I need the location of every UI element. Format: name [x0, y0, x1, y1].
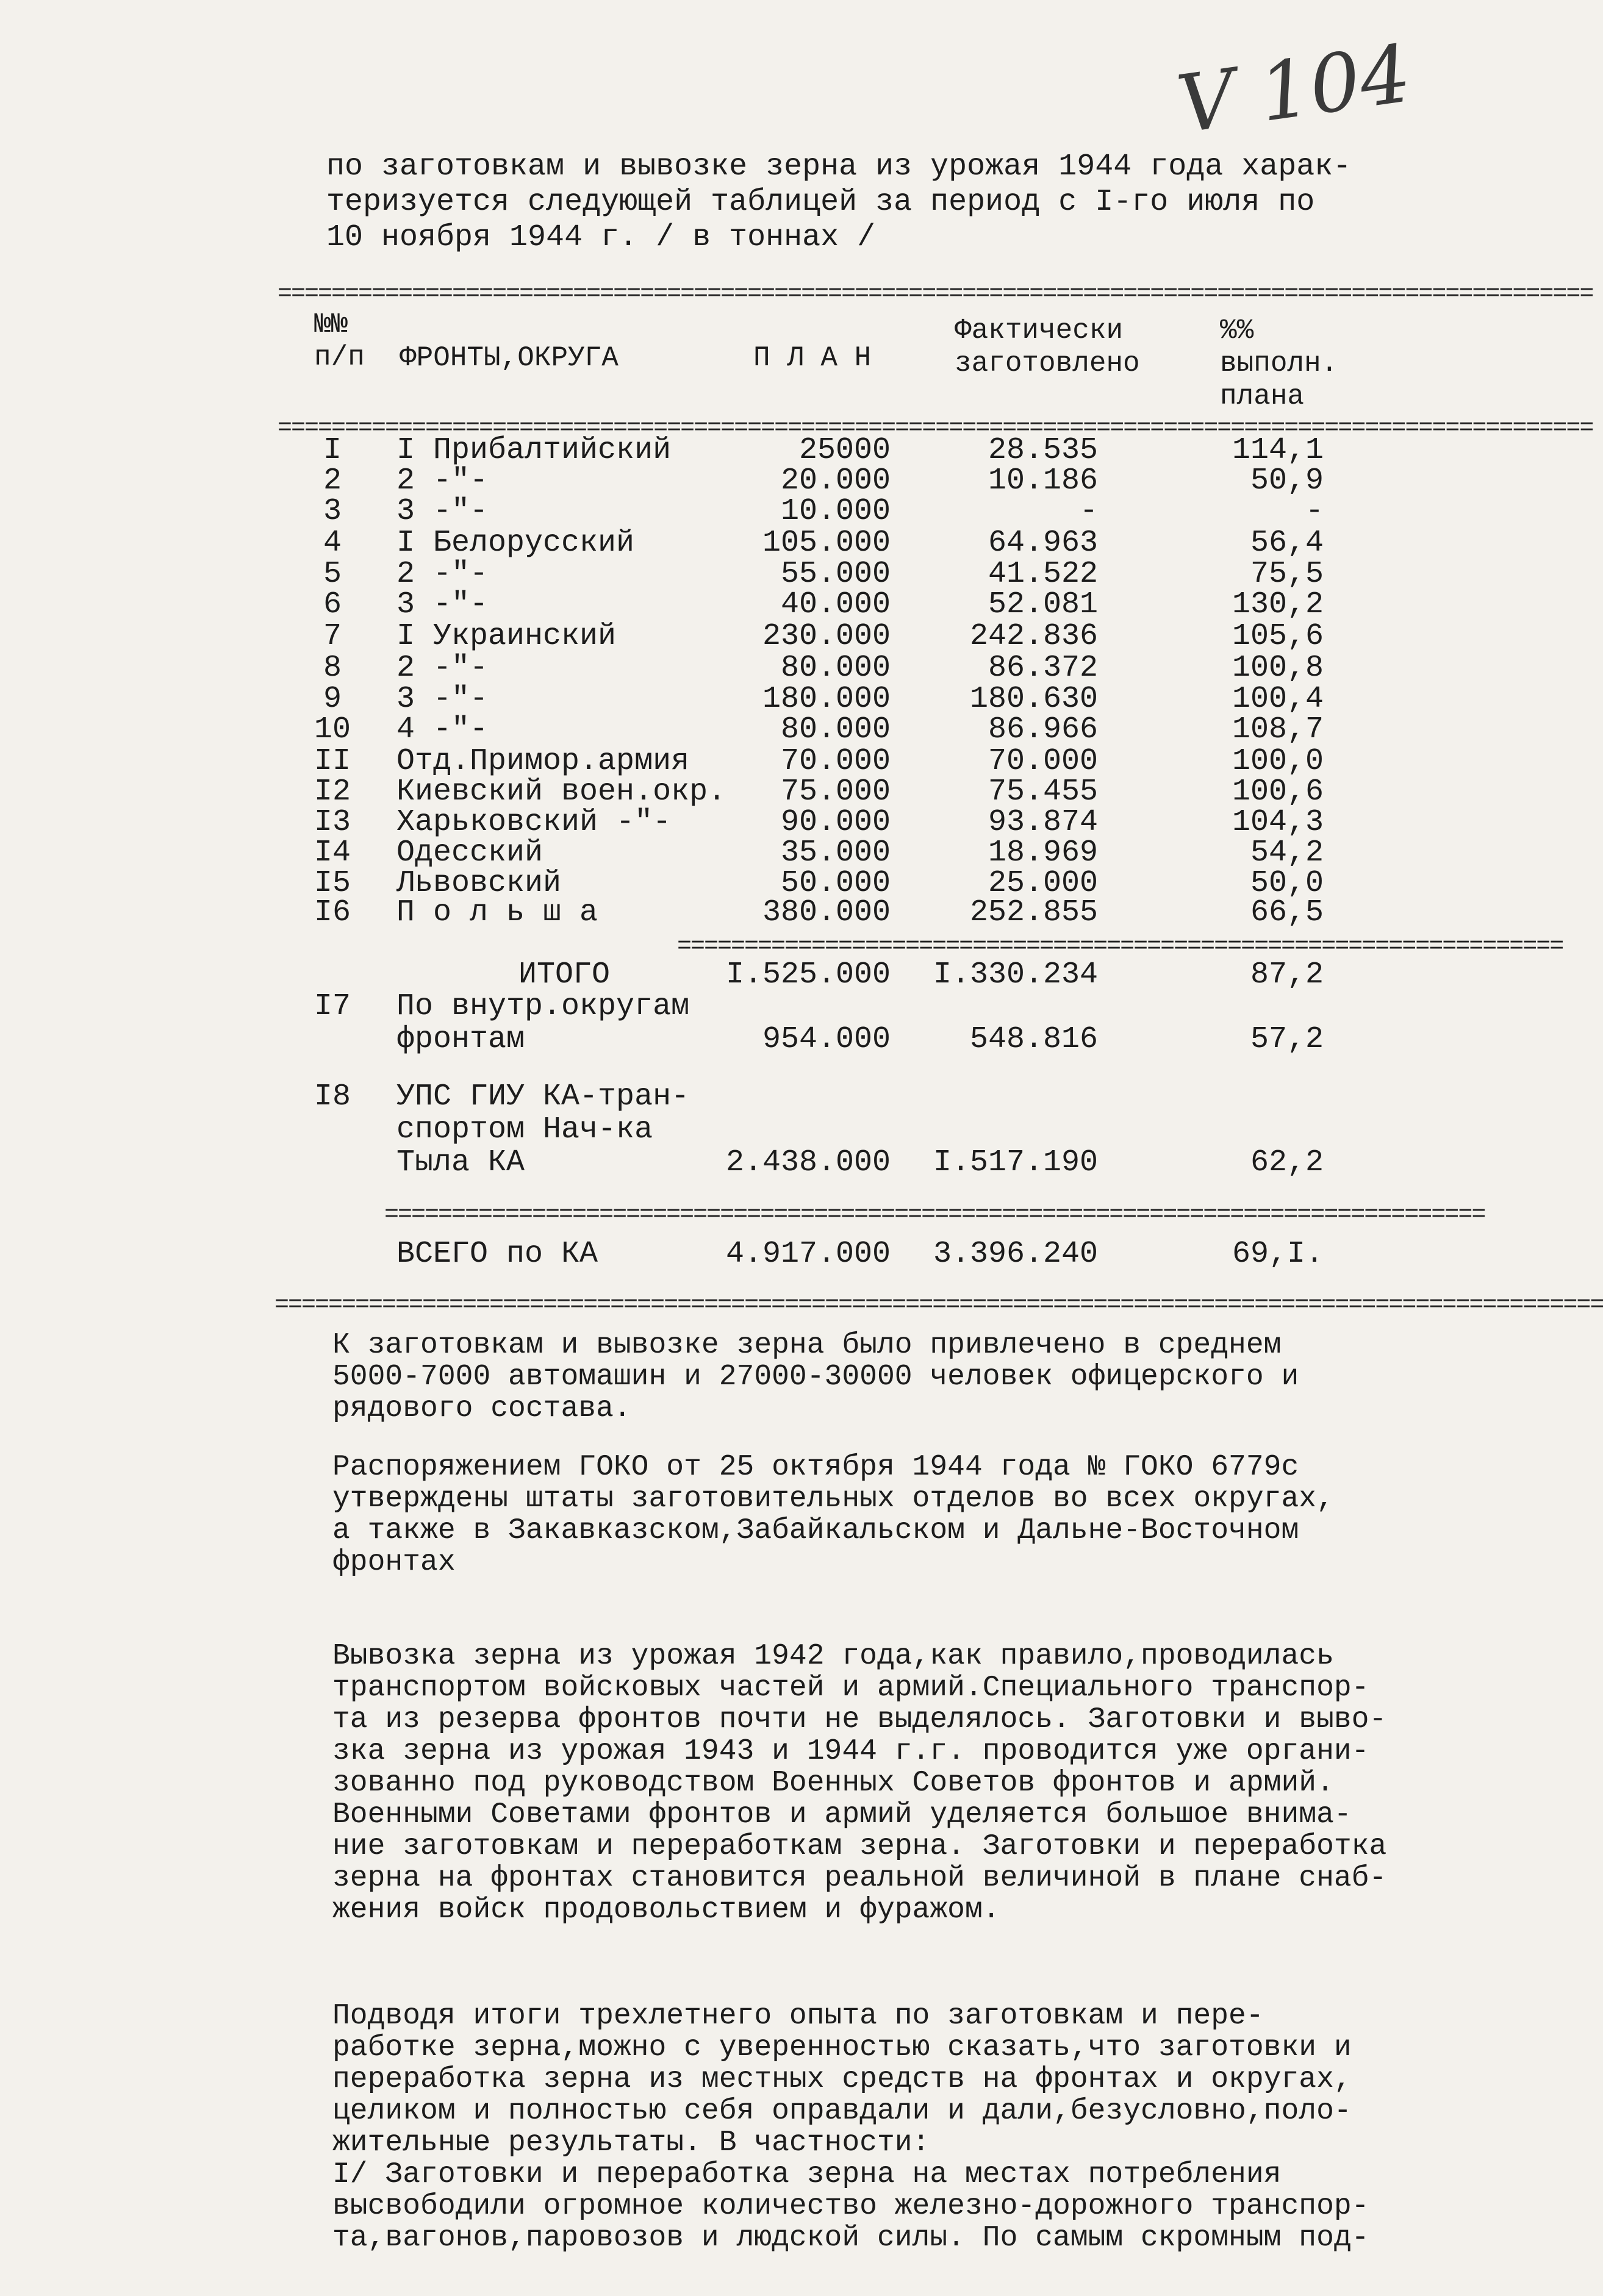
text-line: 3 [323, 494, 342, 529]
text-line: К заготовкам и вывозке зерна было привлечено в среднем [332, 1329, 1282, 1362]
text-line: жительные результаты. В частности: [332, 2126, 930, 2159]
text-line: 70.000 [988, 744, 1098, 779]
text-line: 3 -"- [396, 587, 489, 622]
archive-page-number: V 104 [1172, 27, 1417, 151]
text-line: I4 [314, 835, 351, 870]
text-line: 180.000 [762, 682, 891, 717]
text-line: 3.396.240 [933, 1237, 1098, 1271]
table-row [0, 774, 1540, 809]
table-row [0, 619, 1540, 654]
text-line: I/ Заготовки и переработка зерна на местах потребления [332, 2158, 1282, 2191]
text-line: 64.963 [988, 526, 1098, 560]
text-line: 114,1 [1232, 433, 1324, 468]
text-line: 75.000 [780, 774, 891, 809]
text-line: I.517.190 [933, 1145, 1098, 1180]
text-line: 230.000 [762, 619, 891, 654]
text-line: 108,7 [1232, 712, 1324, 747]
text-line: I5 [314, 866, 351, 901]
text-line: 75,5 [1250, 557, 1324, 592]
header-plan: П Л А Н [753, 342, 872, 374]
text-line: 87,2 [1250, 957, 1324, 992]
text-line: I3 [314, 805, 351, 840]
text-line: Подводя итоги трехлетнего опыта по заготовкам и пере- [332, 2000, 1264, 2033]
text-line: 55.000 [780, 557, 891, 592]
header-pct [1220, 314, 1338, 413]
text-line: 25000 [798, 433, 891, 468]
text-line: I [323, 433, 342, 468]
text-line: УПС ГИУ КА-тран- [396, 1079, 690, 1114]
text-line: 3 -"- [396, 682, 489, 717]
text-line: I Прибалтийский [396, 433, 672, 468]
text-line: I2 [314, 774, 351, 809]
text-line: Киевский воен.окр. [396, 774, 726, 809]
text-line: выполн. [1220, 348, 1338, 379]
text-line: 130,2 [1232, 587, 1324, 622]
intro-line: по заготовкам и вывозке зерна из урожая 1944 года харак- [326, 149, 1352, 184]
text-line: 2 -"- [396, 463, 489, 498]
text-line: 25.000 [988, 866, 1098, 901]
text-line: спортом Нач-ка [396, 1112, 653, 1147]
text-line: Харьковский -"- [396, 805, 672, 840]
text-line: 40.000 [780, 587, 891, 622]
table-row [0, 651, 1540, 685]
text-line: I8 [314, 1079, 351, 1114]
text-line: 100,0 [1232, 744, 1324, 779]
text-line: 54,2 [1250, 835, 1324, 870]
text-line: Вывозка зерна из урожая 1942 года,как правило,проводилась [332, 1640, 1334, 1673]
text-line: ние заготовкам и переработкам зерна. Заготовки и переработка [332, 1830, 1387, 1863]
table-row [0, 866, 1540, 901]
table-row [0, 682, 1540, 717]
text-line: 93.874 [988, 805, 1098, 840]
text-line: 50.000 [780, 866, 891, 901]
text-line: 9 [323, 682, 342, 717]
table-row [0, 805, 1540, 840]
text-line: заготовлено [955, 348, 1140, 379]
table-row [0, 1079, 1540, 1183]
intro-text [326, 149, 1351, 256]
text-line: 2.438.000 [725, 1145, 891, 1180]
text-line: та из резерва фронтов почти не выделялось. Заготовки и выво- [332, 1703, 1387, 1736]
text-line: 20.000 [780, 463, 891, 498]
text-line: 3 -"- [396, 494, 489, 529]
text-line: 180.630 [969, 682, 1098, 717]
text-line: целиком и полностью себя оправдали и дали,безусловно,поло- [332, 2095, 1352, 2128]
text-line: 75.455 [988, 774, 1098, 809]
text-line: 35.000 [780, 835, 891, 870]
text-line: 57,2 [1250, 1022, 1324, 1057]
text-line: 50,9 [1250, 463, 1324, 498]
header-num [314, 308, 365, 374]
text-line: ВСЕГО по КА [396, 1237, 598, 1271]
text-line: 100,8 [1232, 651, 1324, 685]
table-row [0, 463, 1540, 498]
text-line: 10.186 [988, 463, 1098, 498]
text-line: плана [1220, 381, 1305, 412]
intro-line: теризуется следующей таблицей за период с I-го июля по [326, 185, 1315, 220]
text-line: 242.836 [969, 619, 1098, 654]
text-line: По внутр.округам [396, 989, 690, 1024]
text-line: 100,6 [1232, 774, 1324, 809]
text-line: высвободили огромное количество железно-дорожного транспор- [332, 2190, 1369, 2223]
paragraph [332, 1640, 1386, 1926]
text-line: 4.917.000 [725, 1237, 891, 1271]
text-line: 10 [314, 712, 351, 747]
text-line: 28.535 [988, 433, 1098, 468]
table-row [0, 989, 1540, 1062]
text-line: 18.969 [988, 835, 1098, 870]
text-line: Одесский [396, 835, 543, 870]
table-rule: ================================================================== [677, 933, 1563, 960]
table-row [0, 835, 1540, 870]
paragraph [332, 1451, 1334, 1578]
text-line: 70.000 [780, 744, 891, 779]
text-line: 4 -"- [396, 712, 489, 747]
text-line: 52.081 [988, 587, 1098, 622]
table-row [0, 744, 1540, 779]
text-line: жения войск продовольствием и фуражом. [332, 1894, 1000, 1926]
text-line: 90.000 [780, 805, 891, 840]
text-line: та,вагонов,паровозов и людской силы. По самым скромным под- [332, 2222, 1369, 2255]
text-line: 62,2 [1250, 1145, 1324, 1180]
text-line: рядового состава. [332, 1392, 631, 1425]
text-line: П о л ь ш а [396, 895, 598, 930]
text-line: 66,5 [1250, 895, 1324, 930]
text-line: 80.000 [780, 712, 891, 747]
text-line: Тыла КА [396, 1145, 525, 1180]
text-line: 69,I. [1232, 1237, 1324, 1271]
text-line: 252.855 [969, 895, 1098, 930]
text-line: 2 -"- [396, 651, 489, 685]
text-line: зерна на фронтах становится реальной величиной в плане снаб- [332, 1862, 1387, 1895]
text-line: 86.372 [988, 651, 1098, 685]
text-line: I6 [314, 895, 351, 930]
text-line: №№ [314, 309, 348, 340]
text-line: 86.966 [988, 712, 1098, 747]
text-line: Отд.Примор.армия [396, 744, 690, 779]
text-line: 5000-7000 автомашин и 27000-30000 человек офицерского и [332, 1361, 1299, 1393]
table-row [0, 895, 1540, 930]
text-line: зка зерна из урожая 1943 и 1944 г.г. проводится уже органи- [332, 1735, 1369, 1768]
paragraph [332, 1329, 1299, 1425]
text-line: I Белорусский [396, 526, 635, 560]
text-line: а также в Закавказском,Забайкальском и Дальне-Восточном [332, 1514, 1299, 1547]
intro-line: 10 ноября 1944 г. / в тоннах / [326, 220, 876, 255]
text-line: 41.522 [988, 557, 1098, 592]
text-line: транспортом войсковых частей и армий.Специального транспор- [332, 1672, 1369, 1704]
text-line: Фактически [955, 315, 1124, 346]
text-line: - [1079, 494, 1098, 529]
text-line: 100,4 [1232, 682, 1324, 717]
table-row [0, 587, 1540, 622]
total-row [0, 957, 1540, 992]
text-line: II [314, 744, 351, 779]
table-row [0, 557, 1540, 592]
text-line: I.330.234 [933, 957, 1098, 992]
text-line: Распоряжением ГОКО от 25 октября 1944 года № ГОКО 6779с [332, 1451, 1299, 1484]
text-line: I Украинский [396, 619, 617, 654]
table-row [0, 433, 1540, 468]
text-line: 4 [323, 526, 342, 560]
text-line: Военными Советами фронтов и армий уделяется большое внима- [332, 1798, 1352, 1831]
text-line: I7 [314, 989, 351, 1024]
text-line: утверждены штаты заготовительных отделов во всех округах, [332, 1482, 1334, 1515]
text-line: 380.000 [762, 895, 891, 930]
text-line: ИТОГО [518, 957, 611, 992]
text-line: переработка зерна из местных средств на фронтах и округах, [332, 2063, 1352, 2096]
table-rule: ================================================================================== [384, 1201, 1485, 1229]
text-line: %% [1220, 315, 1254, 346]
paragraph [332, 2000, 1369, 2254]
text-line: Львовский [396, 866, 562, 901]
text-line: 5 [323, 557, 342, 592]
table-rule: =================================================================================================== [274, 1292, 1603, 1319]
grand-total-row [0, 1237, 1540, 1271]
text-line: 80.000 [780, 651, 891, 685]
text-line: 105,6 [1232, 619, 1324, 654]
table-rule: ================================================================================================== [278, 415, 1593, 442]
table-rule: ================================================================================================== [278, 281, 1593, 308]
text-line: 2 -"- [396, 557, 489, 592]
text-line: 954.000 [762, 1022, 891, 1057]
text-line: - [1305, 494, 1324, 529]
table-row [0, 526, 1540, 560]
text-line: 7 [323, 619, 342, 654]
text-line: работке зерна,можно с уверенностью сказать,что заготовки и [332, 2031, 1352, 2064]
text-line: 104,3 [1232, 805, 1324, 840]
header-fact [955, 314, 1140, 380]
text-line: 8 [323, 651, 342, 685]
header-name: ФРОНТЫ,ОКРУГА [400, 342, 619, 374]
table-row [0, 712, 1540, 747]
text-line: 105.000 [762, 526, 891, 560]
text-line: 2 [323, 463, 342, 498]
text-line: 548.816 [969, 1022, 1098, 1057]
text-line: 10.000 [780, 494, 891, 529]
text-line: 6 [323, 587, 342, 622]
text-line: п/п [314, 342, 365, 373]
text-line: фронтам [396, 1022, 525, 1057]
text-line: 56,4 [1250, 526, 1324, 560]
text-line: I.525.000 [725, 957, 891, 992]
text-line: зованно под руководством Военных Советов фронтов и армий. [332, 1767, 1334, 1800]
table-row [0, 494, 1540, 529]
text-line: 50,0 [1250, 866, 1324, 901]
text-line: фронтах [332, 1546, 456, 1579]
